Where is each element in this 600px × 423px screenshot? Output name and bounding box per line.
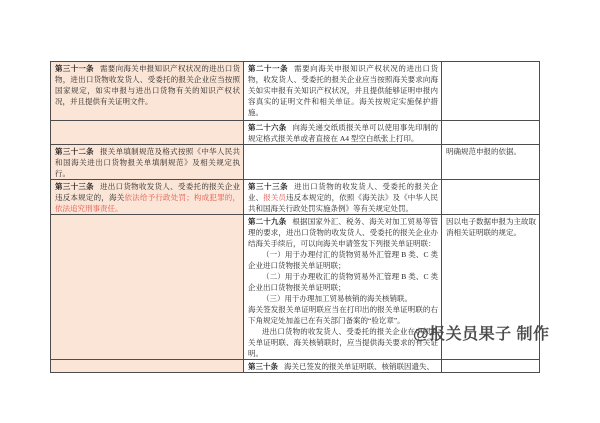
body-text: 海关签发报关单证明联应当在打印出的报关单证明联的右下角规定处加盖已在有关部门备案的“验讫章”。 xyxy=(248,305,438,325)
article-number: 第二十一条 xyxy=(248,64,289,73)
paragraph xyxy=(248,216,438,249)
highlighted-text: 报关员 xyxy=(263,193,287,202)
body-text: 海关已签发的报关单证明联、核销联因遗失、 xyxy=(284,362,434,371)
table-row-1 xyxy=(51,62,540,121)
article-number: 第三十二条 xyxy=(55,147,94,156)
paragraph xyxy=(248,304,438,326)
cell-new-regulation-r1 xyxy=(244,62,442,121)
paragraph xyxy=(248,293,438,304)
article-number: 第三十三条 xyxy=(248,182,289,191)
paragraph xyxy=(55,181,240,214)
cell-old-regulation-r5 xyxy=(51,215,244,360)
watermark: @报关员果子 制作 xyxy=(413,326,550,343)
body-text: 进出口货物的收发货人、受委托的报关企业在申领报关单证明联、海关核销联时，应当提供海关要求的有关证明。 xyxy=(248,327,438,358)
body-text: 报关单填制规范及格式按照《中华人民共和国海关进出口货物报关单填制规范》及相关规定执行。 xyxy=(55,147,241,178)
table-row-6 xyxy=(51,360,540,373)
cell-old-regulation-r3 xyxy=(51,145,244,180)
article-number: 第二十九条 xyxy=(248,217,287,226)
cell-new-regulation-r4 xyxy=(244,180,442,215)
paragraph xyxy=(248,326,438,359)
body-text: 需要向海关申报知识产权状况的进出口货物，收发货人、受委托的报关企业应当按照海关要求向海关如实申报有关知识产权状况，并且提供能够证明申报内容真实的证明文件和相关单证。海关按规定实施保护措施。 xyxy=(248,64,439,117)
cell-old-regulation-r2 xyxy=(51,121,244,145)
table-row-4 xyxy=(51,180,540,215)
body-text: （二）用于办理收汇的货物贸易外汇管理 B 类、C 类企业出口货物报关单证明联； xyxy=(248,272,438,292)
body-text: 进出口货物的收发货人、受委托的报关企业、 xyxy=(248,182,439,202)
cell-remark-r1 xyxy=(442,62,540,121)
paragraph xyxy=(248,271,438,293)
paragraph xyxy=(446,216,536,238)
paragraph xyxy=(248,361,438,372)
body-text: 违反本规定的，依照《海关法》及《中华人民共和国海关行政处罚实施条例》等有关规定处罚。 xyxy=(248,193,439,213)
table-row-2 xyxy=(51,121,540,145)
cell-new-regulation-r5 xyxy=(244,215,442,360)
cell-remark-r2 xyxy=(442,121,540,145)
highlighted-text: 依法给予行政处罚；构成犯罪的，依法追究刑事责任。 xyxy=(55,193,241,213)
body-text: （一）用于办理付汇的货物贸易外汇管理 B 类、C 类企业进口货物报关单证明联； xyxy=(248,250,438,270)
cell-old-regulation-r6 xyxy=(51,360,244,373)
body-text: 向海关递交纸质报关单可以使用事先印制的规定格式报关单或者直接在 A4 型空白纸张上打印。 xyxy=(248,123,439,143)
body-text: 根据国家外汇、税务、海关对加工贸易等管理的要求，进出口货物的收发货人、受委托的报关企业办结海关手续后，可以向海关申请签发下列报关单证明联： xyxy=(248,217,439,248)
paragraph xyxy=(248,181,438,214)
paragraph xyxy=(446,146,536,157)
article-number: 第三十一条 xyxy=(55,64,94,73)
cell-remark-r4 xyxy=(442,180,540,215)
cell-remark-r6 xyxy=(442,360,540,373)
table-row-3 xyxy=(51,145,540,180)
paragraph xyxy=(55,146,240,179)
body-text: 明确规范申报的依据。 xyxy=(446,147,521,156)
cell-new-regulation-r6 xyxy=(244,360,442,373)
article-number: 第三十条 xyxy=(248,362,278,371)
body-text: 进出口货物收发货人、受委托的报关企业违反本规定的，海关 xyxy=(55,182,241,202)
article-number: 第三十三条 xyxy=(55,182,94,191)
cell-remark-r3 xyxy=(442,145,540,180)
paragraph xyxy=(248,249,438,271)
cell-old-regulation-r1 xyxy=(51,62,244,121)
cell-new-regulation-r2 xyxy=(244,121,442,145)
paragraph xyxy=(248,63,438,118)
body-text: 因以电子数据申报为主故取消相关证明联的规定。 xyxy=(446,217,536,237)
cell-old-regulation-r4 xyxy=(51,180,244,215)
paragraph xyxy=(55,63,240,107)
article-number: 第二十六条 xyxy=(248,123,287,132)
body-text: （三）用于办理加工贸易核销的海关核销联。 xyxy=(262,294,412,303)
cell-new-regulation-r3 xyxy=(244,145,442,180)
body-text: 需要向海关申报知识产权状况的进出口货物，进出口货物收发货人、受委托的报关企业应当按照国家规定，如实申报与进出口货物有关的知识产权状况，并且提供有关证明文件。 xyxy=(55,64,241,106)
paragraph xyxy=(248,122,438,144)
